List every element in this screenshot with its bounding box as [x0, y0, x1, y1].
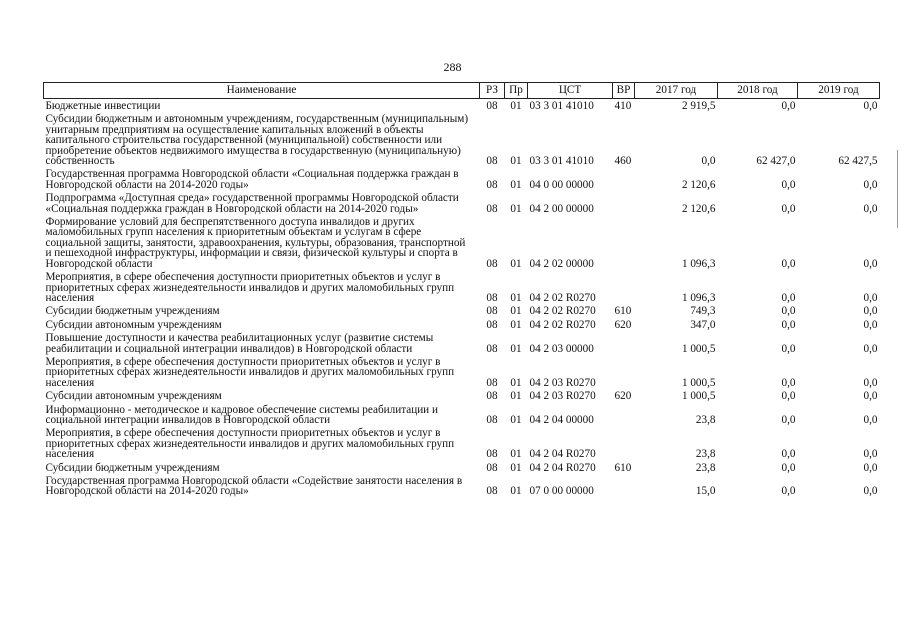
cell-cst: 04 2 03 R0270	[529, 390, 596, 403]
table-row	[44, 461, 880, 474]
cell-rz: 08	[486, 448, 498, 461]
cell-y2019: 0,0	[863, 291, 878, 304]
cell-name: Субсидии бюджетным учреждениям	[45, 461, 220, 474]
table-row	[44, 318, 880, 331]
cell-rz: 08	[486, 305, 498, 318]
cell-y2018: 0,0	[781, 390, 796, 403]
cell-y2017: 1 000,5	[681, 376, 716, 389]
cell-pr: 01	[510, 461, 522, 474]
cell-cst: 04 2 04 R0270	[529, 461, 596, 474]
cell-name: Бюджетные инвестиции	[45, 100, 161, 112]
cell-vr	[613, 167, 635, 191]
cell-rz: 08	[486, 178, 498, 191]
table-row	[44, 112, 880, 167]
cell-rz: 08	[486, 413, 498, 426]
table-row	[44, 167, 880, 191]
cell-y2019: 0,0	[863, 178, 878, 191]
cell-cst: 04 2 02 R0270	[529, 291, 596, 304]
cell-cst: 04 0 00 00000	[529, 178, 594, 191]
cell-cst: 03 3 01 41010	[529, 155, 594, 168]
table-row	[44, 215, 880, 270]
table-row	[44, 191, 880, 215]
cell-vr	[613, 426, 635, 460]
table-row	[44, 389, 880, 402]
cell-cst: 04 2 02 R0270	[529, 305, 596, 318]
cell-rz: 08	[486, 318, 498, 331]
header-name: Наименование	[44, 83, 480, 99]
cell-y2018: 62 427,0	[756, 155, 796, 168]
cell-pr: 01	[510, 342, 522, 355]
cell-y2019: 0,0	[863, 485, 878, 498]
cell-y2019: 0,0	[863, 342, 878, 355]
cell-cst: 04 2 03 00000	[529, 342, 594, 355]
table-header-row	[44, 83, 880, 99]
cell-y2019: 0,0	[863, 413, 878, 426]
cell-rz: 08	[486, 202, 498, 215]
cell-y2018: 0,0	[781, 305, 796, 318]
table-row	[44, 99, 880, 113]
cell-y2019: 0,0	[863, 318, 878, 331]
cell-pr: 01	[510, 178, 522, 191]
cell-pr: 01	[510, 448, 522, 461]
cell-y2019: 0,0	[863, 448, 878, 461]
cell-vr: 610	[614, 461, 632, 474]
cell-name: Субсидии бюджетным и автономным учреждениям, государственным (муниципальным) унитарным предприятиям на осуществление капитальных вложений в объекты капитального строительства государственной (муниципальной) собственности или приобретение объектов недвижимого имущества в государственную (муниципальную) собственность	[45, 113, 469, 168]
cell-cst: 03 3 01 41010	[529, 100, 594, 112]
header-rz: РЗ	[480, 83, 505, 99]
cell-vr	[613, 270, 635, 304]
cell-y2019: 0,0	[863, 376, 878, 389]
table-row	[44, 403, 880, 427]
cell-name: Формирование условий для беспрепятственного доступа инвалидов и других маломобильных групп населения к приоритетным объектам и услугам в сфере социальной защиты, занятости, здравоохранения, культуры, образования, транспортной и пешеходной инфраструктуры, информации и связи, физической культуры и спорта в Новгородской области	[45, 216, 466, 270]
cell-y2017: 1 000,5	[681, 390, 716, 403]
cell-y2017: 23,8	[695, 461, 716, 474]
table-row	[44, 355, 880, 389]
cell-pr: 01	[510, 376, 522, 389]
cell-pr: 01	[510, 202, 522, 215]
cell-rz: 08	[486, 291, 498, 304]
cell-y2017: 15,0	[695, 485, 716, 498]
cell-pr: 01	[510, 100, 522, 112]
cell-name: Повышение доступности и качества реабилитационных услуг (развитие системы реабилитации и социальной интеграции инвалидов) в Новгородской области	[45, 332, 434, 355]
cell-y2018: 0,0	[781, 178, 796, 191]
cell-y2017: 2 919,5	[681, 100, 716, 112]
cell-y2017: 749,3	[690, 305, 716, 318]
cell-y2017: 347,0	[690, 318, 716, 331]
cell-y2017: 2 120,6	[681, 202, 716, 215]
header-cst: ЦСТ	[528, 83, 613, 99]
cell-y2017: 2 120,6	[681, 178, 716, 191]
cell-rz: 08	[486, 155, 498, 168]
cell-y2018: 0,0	[781, 100, 796, 112]
budget-table	[43, 82, 880, 498]
cell-pr: 01	[510, 155, 522, 168]
cell-y2018: 0,0	[781, 318, 796, 331]
cell-name: Мероприятия, в сфере обеспечения доступности приоритетных объектов и услуг в приоритетных сферах жизнедеятельности инвалидов и других маломобильных групп населения	[45, 271, 455, 304]
cell-name: Информационно - методическое и кадровое обеспечение системы реабилитации и социальной интеграции инвалидов в Новгородской области	[45, 403, 438, 426]
cell-name: Подпрограмма «Доступная среда» государственной программы Новгородской области «Социальная поддержка граждан в Новгородской области на 2014-2020 годы»	[45, 192, 459, 215]
cell-name: Субсидии автономным учреждениям	[45, 390, 222, 403]
header-2017: 2017 год	[635, 83, 718, 99]
cell-name: Субсидии автономным учреждениям	[45, 318, 222, 331]
cell-name: Государственная программа Новгородской области «Социальная поддержка граждан в Новгородской области на 2014-2020 годы»	[45, 168, 459, 191]
cell-name: Государственная программа Новгородской области «Содействие занятости населения в Новгородской области на 2014-2020 годы»	[45, 475, 463, 498]
cell-y2019: 0,0	[863, 305, 878, 318]
cell-pr: 01	[510, 305, 522, 318]
header-pr: Пр	[505, 83, 528, 99]
cell-y2018: 0,0	[781, 257, 796, 270]
cell-vr	[613, 403, 635, 427]
cell-rz: 08	[486, 342, 498, 355]
cell-y2019: 0,0	[863, 100, 878, 112]
cell-cst: 04 2 04 R0270	[529, 448, 596, 461]
cell-y2017: 1 000,5	[681, 342, 716, 355]
cell-vr	[613, 215, 635, 270]
cell-name: Субсидии бюджетным учреждениям	[45, 305, 220, 318]
cell-name: Мероприятия, в сфере обеспечения доступности приоритетных объектов и услуг в приоритетных сферах жизнедеятельности инвалидов и других маломобильных групп населения	[45, 427, 455, 461]
table-row	[44, 331, 880, 355]
cell-rz: 08	[486, 461, 498, 474]
cell-y2018: 0,0	[781, 202, 796, 215]
cell-pr: 01	[510, 291, 522, 304]
cell-cst: 04 2 00 00000	[529, 202, 594, 215]
cell-rz: 08	[486, 485, 498, 498]
cell-y2017: 1 096,3	[681, 257, 716, 270]
page-number: 288	[443, 60, 462, 74]
cell-cst: 04 2 02 R0270	[529, 318, 596, 331]
cell-cst: 04 2 02 00000	[529, 257, 594, 270]
cell-pr: 01	[510, 413, 522, 426]
cell-vr: 410	[614, 100, 632, 112]
cell-vr: 610	[614, 305, 632, 318]
cell-vr	[613, 474, 635, 498]
cell-y2017: 0,0	[701, 155, 716, 168]
cell-y2019: 0,0	[863, 390, 878, 403]
cell-pr: 01	[510, 485, 522, 498]
cell-cst: 07 0 00 00000	[529, 485, 594, 498]
cell-y2018: 0,0	[781, 461, 796, 474]
cell-vr	[613, 331, 635, 355]
cell-y2017: 1 096,3	[681, 291, 716, 304]
cell-rz: 08	[486, 257, 498, 270]
table-row	[44, 270, 880, 304]
cell-cst: 04 2 04 00000	[529, 413, 594, 426]
cell-pr: 01	[510, 318, 522, 331]
cell-vr: 460	[614, 155, 632, 168]
cell-y2018: 0,0	[781, 291, 796, 304]
cell-rz: 08	[486, 100, 498, 112]
cell-pr: 01	[510, 257, 522, 270]
cell-rz: 08	[486, 376, 498, 389]
table-body	[44, 99, 880, 498]
table-row	[44, 426, 880, 460]
margin-rule	[897, 150, 898, 228]
cell-vr: 620	[614, 390, 632, 403]
cell-vr	[613, 355, 635, 389]
cell-rz: 08	[486, 390, 498, 403]
cell-vr	[613, 191, 635, 215]
table-row	[44, 474, 880, 498]
cell-y2018: 0,0	[781, 448, 796, 461]
cell-y2018: 0,0	[781, 485, 796, 498]
cell-pr: 01	[510, 390, 522, 403]
cell-cst: 04 2 03 R0270	[529, 376, 596, 389]
header-vr: ВР	[613, 83, 635, 99]
cell-y2018: 0,0	[781, 342, 796, 355]
table-row	[44, 304, 880, 317]
cell-y2018: 0,0	[781, 413, 796, 426]
cell-y2019: 0,0	[863, 202, 878, 215]
header-2018: 2018 год	[718, 83, 798, 99]
cell-y2017: 23,8	[695, 448, 716, 461]
cell-vr: 620	[614, 318, 632, 331]
cell-y2019: 0,0	[863, 461, 878, 474]
cell-y2019: 62 427,5	[838, 155, 878, 168]
header-2019: 2019 год	[798, 83, 880, 99]
cell-y2018: 0,0	[781, 376, 796, 389]
cell-name: Мероприятия, в сфере обеспечения доступности приоритетных объектов и услуг в приоритетных сферах жизнедеятельности инвалидов и других маломобильных групп населения	[45, 355, 455, 389]
cell-y2019: 0,0	[863, 257, 878, 270]
cell-y2017: 23,8	[695, 413, 716, 426]
